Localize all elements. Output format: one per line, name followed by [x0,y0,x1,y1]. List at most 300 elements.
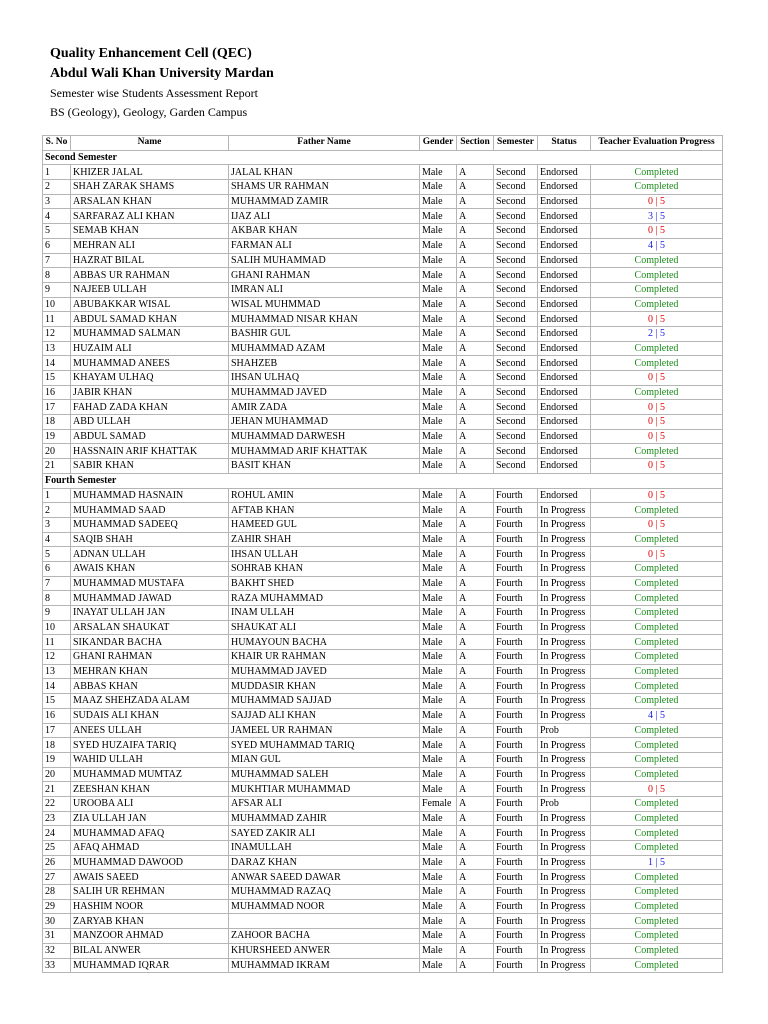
cell-status: In Progress [538,811,591,826]
cell-father-name: BASIT KHAN [229,459,420,474]
cell-semester: Second [494,297,538,312]
col-header-name: Name [71,136,229,151]
cell-father-name: MUHAMMAD JAVED [229,664,420,679]
table-row [43,635,723,650]
cell-gender: Male [420,855,457,870]
report-title: Semester wise Students Assessment Report [50,86,258,100]
cell-section: A [457,341,494,356]
cell-status: Endorsed [538,326,591,341]
cell-gender: Male [420,532,457,547]
cell-father-name: ROHUL AMIN [229,488,420,503]
cell-father-name: SOHRAB KHAN [229,561,420,576]
cell-father-name: MUHAMMAD DARWESH [229,429,420,444]
cell-semester: Fourth [494,576,538,591]
cell-semester: Second [494,326,538,341]
cell-name: MUHAMMAD MUMTAZ [71,767,229,782]
cell-father-name: AFSAR ALI [229,796,420,811]
cell-father-name: MUHAMMAD AZAM [229,341,420,356]
cell-semester: Fourth [494,517,538,532]
cell-father-name: MUKHTIAR MUHAMMAD [229,782,420,797]
cell-progress: 0 | 5 [591,312,723,327]
cell-section: A [457,459,494,474]
cell-semester: Fourth [494,738,538,753]
cell-sno: 1 [43,488,71,503]
office-title: Quality Enhancement Cell (QEC) [50,46,252,61]
cell-progress: Completed [591,503,723,518]
cell-gender: Male [420,943,457,958]
cell-section: A [457,444,494,459]
cell-sno: 7 [43,576,71,591]
cell-progress: Completed [591,738,723,753]
cell-status: In Progress [538,532,591,547]
cell-status: In Progress [538,606,591,621]
table-row [43,459,723,474]
cell-progress: Completed [591,385,723,400]
cell-semester: Fourth [494,606,538,621]
cell-father-name: IMRAN ALI [229,282,420,297]
cell-section: A [457,282,494,297]
cell-father-name: SHAMS UR RAHMAN [229,180,420,195]
cell-section: A [457,958,494,973]
cell-semester: Second [494,165,538,180]
cell-semester: Second [494,282,538,297]
cell-progress: Completed [591,811,723,826]
table-row [43,165,723,180]
cell-father-name: IHSAN ULLAH [229,547,420,562]
table-body [43,150,723,973]
cell-gender: Male [420,738,457,753]
cell-section: A [457,371,494,386]
section-header-row [43,150,723,165]
cell-progress: Completed [591,591,723,606]
cell-semester: Second [494,180,538,195]
cell-status: In Progress [538,591,591,606]
cell-gender: Male [420,312,457,327]
cell-gender: Male [420,282,457,297]
cell-status: Endorsed [538,429,591,444]
cell-progress: Completed [591,870,723,885]
cell-section: A [457,679,494,694]
cell-section: A [457,620,494,635]
cell-progress: 4 | 5 [591,238,723,253]
cell-semester: Fourth [494,841,538,856]
cell-semester: Second [494,400,538,415]
cell-name: ABD ULLAH [71,415,229,430]
cell-progress: Completed [591,341,723,356]
cell-progress: 0 | 5 [591,459,723,474]
cell-semester: Fourth [494,929,538,944]
table-row [43,400,723,415]
cell-status: Endorsed [538,459,591,474]
cell-gender: Male [420,444,457,459]
table-row [43,752,723,767]
cell-section: A [457,326,494,341]
cell-semester: Fourth [494,679,538,694]
cell-name: MUHAMMAD SAAD [71,503,229,518]
table-row [43,503,723,518]
cell-progress: Completed [591,914,723,929]
table-row [43,620,723,635]
cell-father-name: BASHIR GUL [229,326,420,341]
cell-status: In Progress [538,650,591,665]
cell-sno: 21 [43,459,71,474]
cell-sno: 21 [43,782,71,797]
cell-sno: 13 [43,341,71,356]
table-row [43,796,723,811]
table-row [43,415,723,430]
cell-semester: Fourth [494,885,538,900]
cell-father-name: ANWAR SAEED DAWAR [229,870,420,885]
cell-name: HASHIM NOOR [71,899,229,914]
cell-progress: 0 | 5 [591,782,723,797]
cell-father-name: SALIH MUHAMMAD [229,253,420,268]
cell-father-name: INAMULLAH [229,841,420,856]
cell-status: Endorsed [538,444,591,459]
cell-section: A [457,385,494,400]
cell-status: In Progress [538,826,591,841]
cell-father-name: KHURSHEED ANWER [229,943,420,958]
cell-gender: Male [420,664,457,679]
cell-gender: Male [420,635,457,650]
cell-gender: Male [420,561,457,576]
cell-gender: Male [420,620,457,635]
cell-name: SYED HUZAIFA TARIQ [71,738,229,753]
cell-name: SEMAB KHAN [71,224,229,239]
cell-father-name: IJAZ ALI [229,209,420,224]
cell-semester: Second [494,312,538,327]
cell-sno: 14 [43,356,71,371]
table-row [43,268,723,283]
cell-section: A [457,209,494,224]
cell-name: NAJEEB ULLAH [71,282,229,297]
cell-status: Endorsed [538,312,591,327]
table-row [43,694,723,709]
table-row [43,547,723,562]
cell-name: MUHAMMAD SALMAN [71,326,229,341]
cell-sno: 7 [43,253,71,268]
cell-gender: Male [420,326,457,341]
table-row [43,385,723,400]
cell-section: A [457,429,494,444]
cell-father-name: WISAL MUHMMAD [229,297,420,312]
cell-father-name: DARAZ KHAN [229,855,420,870]
cell-sno: 29 [43,899,71,914]
cell-sno: 15 [43,694,71,709]
cell-semester: Second [494,459,538,474]
cell-gender: Male [420,429,457,444]
cell-name: JABIR KHAN [71,385,229,400]
table-row [43,899,723,914]
table-row [43,282,723,297]
cell-semester: Second [494,209,538,224]
cell-status: Endorsed [538,253,591,268]
cell-gender: Male [420,899,457,914]
cell-progress: Completed [591,767,723,782]
cell-father-name: MUHAMMAD ZAHIR [229,811,420,826]
cell-sno: 5 [43,547,71,562]
cell-sno: 19 [43,752,71,767]
cell-progress: Completed [591,576,723,591]
cell-sno: 27 [43,870,71,885]
cell-name: ARSALAN KHAN [71,194,229,209]
cell-status: In Progress [538,943,591,958]
cell-name: ABDUL SAMAD KHAN [71,312,229,327]
table-row [43,312,723,327]
cell-gender: Male [420,488,457,503]
cell-section: A [457,694,494,709]
cell-gender: Male [420,503,457,518]
col-header-progress: Teacher Evaluation Progress [591,136,723,151]
cell-name: BILAL ANWER [71,943,229,958]
cell-semester: Fourth [494,664,538,679]
cell-father-name: MUHAMMAD SALEH [229,767,420,782]
cell-section: A [457,180,494,195]
cell-section: A [457,826,494,841]
cell-progress: Completed [591,561,723,576]
cell-progress: Completed [591,899,723,914]
assessment-table [42,135,723,973]
cell-gender: Male [420,650,457,665]
cell-semester: Fourth [494,620,538,635]
cell-gender: Male [420,547,457,562]
table-row [43,238,723,253]
cell-gender: Male [420,885,457,900]
cell-father-name: BAKHT SHED [229,576,420,591]
cell-progress: Completed [591,282,723,297]
table-row [43,841,723,856]
table-row [43,606,723,621]
cell-progress: Completed [591,180,723,195]
cell-semester: Second [494,444,538,459]
cell-sno: 1 [43,165,71,180]
cell-father-name: SHAHZEB [229,356,420,371]
cell-semester: Fourth [494,752,538,767]
cell-progress: 3 | 5 [591,209,723,224]
cell-section: A [457,738,494,753]
cell-gender: Male [420,224,457,239]
table-row [43,297,723,312]
cell-status: Endorsed [538,371,591,386]
cell-section: A [457,194,494,209]
cell-progress: Completed [591,826,723,841]
cell-sno: 24 [43,826,71,841]
cell-sno: 12 [43,650,71,665]
cell-section: A [457,899,494,914]
cell-section: A [457,253,494,268]
cell-status: Endorsed [538,400,591,415]
cell-section: A [457,576,494,591]
table-row [43,958,723,973]
cell-semester: Second [494,253,538,268]
cell-father-name: MUHAMMAD NISAR KHAN [229,312,420,327]
cell-status: In Progress [538,679,591,694]
cell-gender: Male [420,385,457,400]
cell-gender: Male [420,576,457,591]
cell-section: A [457,664,494,679]
cell-sno: 10 [43,297,71,312]
cell-progress: 0 | 5 [591,517,723,532]
cell-status: In Progress [538,841,591,856]
cell-semester: Fourth [494,694,538,709]
cell-semester: Second [494,268,538,283]
cell-father-name: MUHAMMAD SAJJAD [229,694,420,709]
cell-name: HASSNAIN ARIF KHATTAK [71,444,229,459]
cell-status: In Progress [538,547,591,562]
cell-gender: Male [420,694,457,709]
cell-semester: Fourth [494,914,538,929]
cell-status: In Progress [538,620,591,635]
cell-status: In Progress [538,708,591,723]
cell-sno: 19 [43,429,71,444]
cell-section: A [457,708,494,723]
cell-sno: 30 [43,914,71,929]
table-row [43,341,723,356]
cell-semester: Fourth [494,958,538,973]
cell-progress: Completed [591,356,723,371]
table-row [43,914,723,929]
cell-father-name: AFTAB KHAN [229,503,420,518]
cell-semester: Fourth [494,708,538,723]
cell-status: In Progress [538,694,591,709]
cell-sno: 8 [43,591,71,606]
cell-semester: Fourth [494,591,538,606]
cell-section: A [457,752,494,767]
cell-father-name: SAJJAD ALI KHAN [229,708,420,723]
cell-status: In Progress [538,664,591,679]
cell-sno: 10 [43,620,71,635]
cell-name: MEHRAN KHAN [71,664,229,679]
cell-semester: Fourth [494,943,538,958]
program-title: BS (Geology), Geology, Garden Campus [50,105,248,119]
cell-semester: Fourth [494,782,538,797]
cell-progress: Completed [591,841,723,856]
cell-semester: Second [494,429,538,444]
col-header-semester: Semester [494,136,538,151]
table-row [43,943,723,958]
cell-semester: Fourth [494,488,538,503]
cell-progress: 0 | 5 [591,488,723,503]
table-row [43,664,723,679]
cell-progress: Completed [591,885,723,900]
cell-status: Endorsed [538,356,591,371]
cell-semester: Second [494,238,538,253]
cell-name: MUHAMMAD IQRAR [71,958,229,973]
cell-name: ABBAS KHAN [71,679,229,694]
cell-semester: Second [494,385,538,400]
cell-progress: 0 | 5 [591,400,723,415]
cell-progress: Completed [591,635,723,650]
cell-name: SHAH ZARAK SHAMS [71,180,229,195]
cell-section: A [457,870,494,885]
cell-name: ADNAN ULLAH [71,547,229,562]
cell-status: In Progress [538,958,591,973]
cell-semester: Fourth [494,561,538,576]
table-row [43,723,723,738]
cell-sno: 17 [43,723,71,738]
cell-semester: Fourth [494,635,538,650]
cell-section: A [457,224,494,239]
cell-progress: Completed [591,444,723,459]
cell-section: A [457,297,494,312]
cell-name: AWAIS SAEED [71,870,229,885]
cell-status: Endorsed [538,415,591,430]
cell-status: Prob [538,796,591,811]
table-row [43,870,723,885]
cell-status: In Progress [538,576,591,591]
cell-gender: Male [420,297,457,312]
cell-name: ABUBAKKAR WISAL [71,297,229,312]
cell-status: In Progress [538,752,591,767]
cell-section: A [457,238,494,253]
cell-section: A [457,650,494,665]
cell-status: Endorsed [538,385,591,400]
cell-gender: Male [420,767,457,782]
cell-sno: 18 [43,415,71,430]
section-title: Fourth Semester [43,473,723,488]
cell-father-name: HAMEED GUL [229,517,420,532]
cell-father-name: MUDDASIR KHAN [229,679,420,694]
table-row [43,326,723,341]
cell-name: MEHRAN ALI [71,238,229,253]
table-row [43,650,723,665]
cell-father-name: HUMAYOUN BACHA [229,635,420,650]
cell-status: Endorsed [538,341,591,356]
cell-father-name: JAMEEL UR RAHMAN [229,723,420,738]
cell-sno: 20 [43,444,71,459]
cell-father-name: JALAL KHAN [229,165,420,180]
cell-progress: Completed [591,650,723,665]
cell-name: ABBAS UR RAHMAN [71,268,229,283]
cell-gender: Male [420,356,457,371]
cell-name: SIKANDAR BACHA [71,635,229,650]
cell-semester: Second [494,356,538,371]
cell-name: ZARYAB KHAN [71,914,229,929]
cell-section: A [457,488,494,503]
cell-name: SALIH UR REHMAN [71,885,229,900]
col-header-gender: Gender [420,136,457,151]
cell-status: Endorsed [538,165,591,180]
cell-semester: Fourth [494,796,538,811]
cell-section: A [457,268,494,283]
cell-sno: 4 [43,209,71,224]
table-row [43,429,723,444]
cell-sno: 33 [43,958,71,973]
cell-progress: Completed [591,165,723,180]
cell-gender: Male [420,929,457,944]
cell-sno: 17 [43,400,71,415]
cell-status: In Progress [538,885,591,900]
cell-progress: Completed [591,679,723,694]
table-row [43,356,723,371]
cell-father-name [229,914,420,929]
cell-father-name: JEHAN MUHAMMAD [229,415,420,430]
cell-section: A [457,855,494,870]
cell-father-name: MUHAMMAD IKRAM [229,958,420,973]
cell-progress: Completed [591,694,723,709]
cell-section: A [457,503,494,518]
cell-gender: Male [420,841,457,856]
cell-section: A [457,782,494,797]
cell-status: Endorsed [538,194,591,209]
cell-progress: Completed [591,958,723,973]
cell-gender: Male [420,870,457,885]
cell-father-name: GHANI RAHMAN [229,268,420,283]
cell-father-name: SYED MUHAMMAD TARIQ [229,738,420,753]
cell-name: ARSALAN SHAUKAT [71,620,229,635]
cell-progress: Completed [591,929,723,944]
cell-sno: 3 [43,517,71,532]
cell-semester: Fourth [494,870,538,885]
